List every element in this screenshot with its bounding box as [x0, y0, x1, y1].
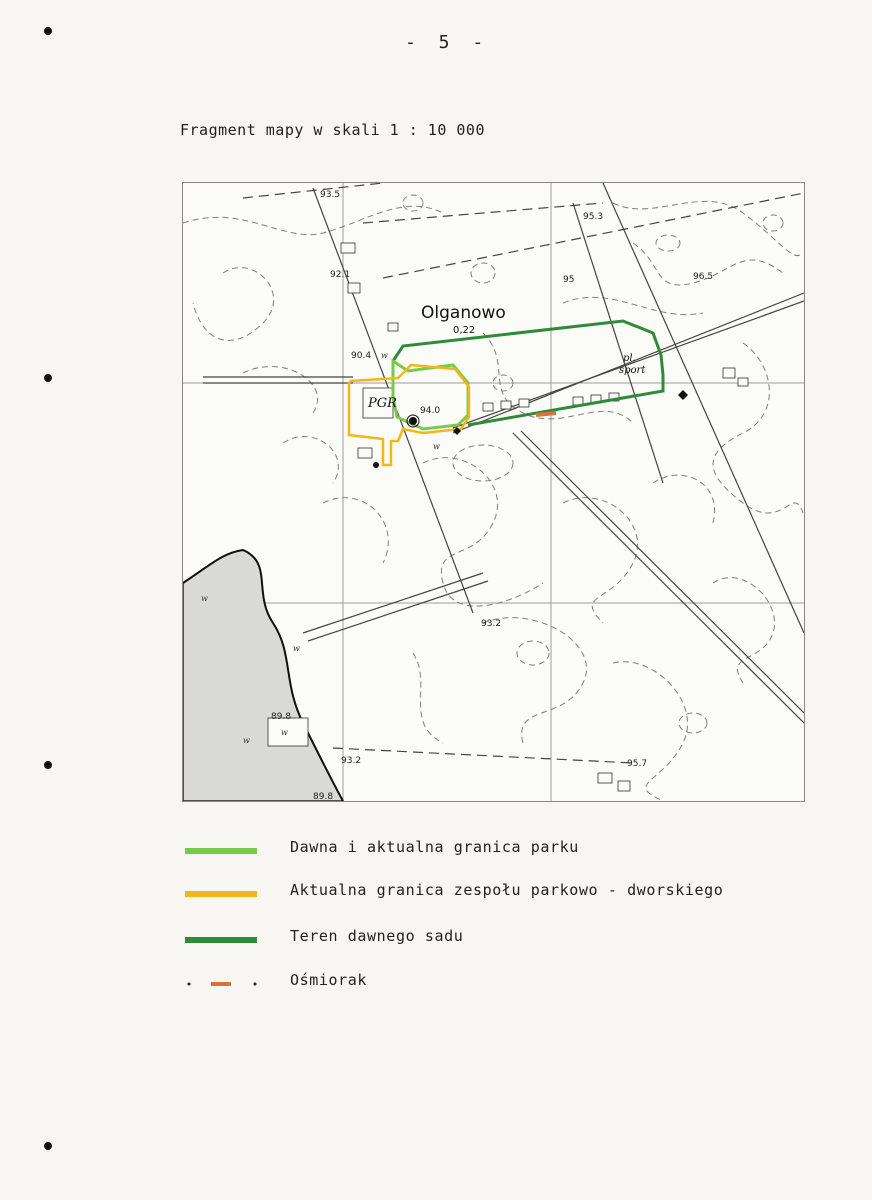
legend-item-park-boundary: [185, 838, 785, 864]
legend-swatch-osmiorak: [185, 981, 257, 987]
legend-swatch-orchard: [185, 937, 257, 943]
place-population: 0,22: [453, 325, 476, 336]
legend-label: Dawna i aktualna granica parku: [290, 838, 579, 856]
page-number: - 5 -: [405, 32, 490, 53]
sport-label-1: pl.: [623, 353, 636, 364]
elevation-label: 89.8: [271, 712, 292, 722]
elevation-label: 92.1: [330, 270, 351, 280]
elevation-label: 90.4: [351, 351, 372, 361]
elevation-label: 96.5: [693, 272, 714, 282]
orchard-mark: w: [243, 736, 250, 745]
osmiorak-feature: [536, 413, 556, 415]
elevation-label: 94.0: [420, 406, 441, 416]
binder-hole-2: [44, 374, 52, 382]
wetland-area: [183, 550, 343, 801]
legend-item-osmiorak: [185, 971, 785, 997]
binder-hole-3: [44, 761, 52, 769]
elevation-label: 95.3: [583, 212, 604, 222]
legend-swatch-complex-boundary: [185, 891, 257, 897]
legend-item-orchard: [185, 927, 785, 953]
elevation-label: 93.2: [341, 756, 362, 766]
elevation-label: 93.5: [320, 190, 341, 200]
pgr-label: PGR: [368, 396, 397, 411]
orchard-mark: w: [281, 728, 288, 737]
orchard-mark: w: [201, 594, 208, 603]
elevation-label: 89.8: [313, 792, 334, 801]
legend-label: Ośmiorak: [290, 971, 368, 989]
roads: [203, 183, 804, 763]
topographic-map: [182, 182, 805, 802]
elevation-label: 95.7: [627, 759, 648, 769]
elevation-label: 93.2: [481, 619, 502, 629]
elevation-label: 95: [563, 275, 575, 285]
legend-label: Teren dawnego sadu: [290, 927, 464, 945]
legend-swatch-park-boundary: [185, 848, 257, 854]
binder-hole-1: [44, 27, 52, 35]
orchard-mark: w: [433, 442, 440, 451]
binder-hole-4: [44, 1142, 52, 1150]
orchard-mark: w: [381, 351, 388, 360]
place-name: Olganowo: [421, 303, 506, 323]
legend-item-complex-boundary: [185, 881, 785, 907]
sport-label-2: sport: [619, 365, 646, 376]
map-caption: Fragment mapy w skali 1 : 10 000: [180, 121, 485, 139]
orchard-mark: w: [293, 644, 300, 653]
buildings: [341, 243, 748, 791]
legend-label: Aktualna granica zespołu parkowo - dworskiego: [290, 881, 724, 899]
